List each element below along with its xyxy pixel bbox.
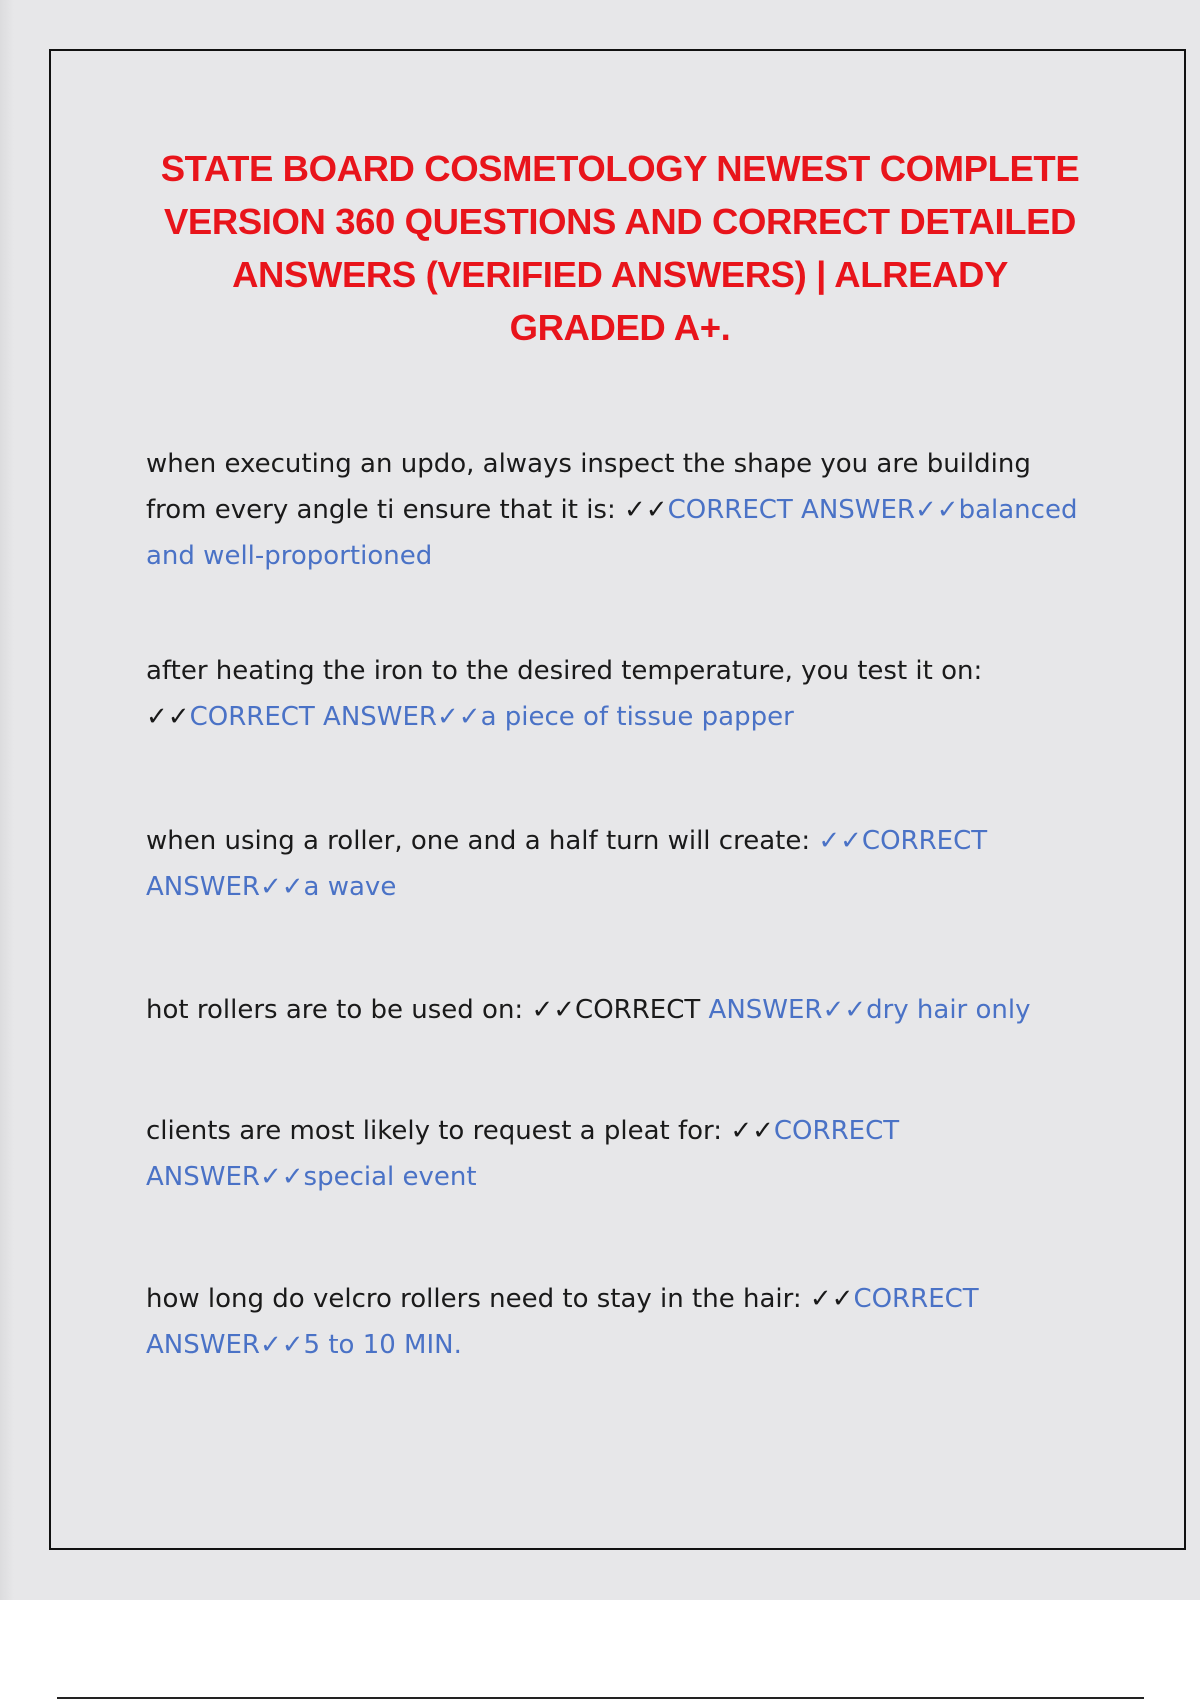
correct-answer-label: CORRECT ANSWER	[146, 826, 988, 902]
check-marks-icon: ✓✓	[818, 826, 862, 856]
question-text: when using a roller, one and a half turn will create:	[146, 826, 819, 856]
qa-item	[146, 441, 1092, 579]
check-marks-icon: ✓✓	[809, 1284, 854, 1314]
qa-item	[146, 818, 1006, 910]
question-text: clients are most likely to request a pleat for:	[146, 1116, 731, 1146]
answer-text: a wave	[303, 872, 397, 902]
qa-item	[146, 987, 1096, 1033]
check-marks-icon: ✓✓	[915, 495, 959, 525]
title-line: STATE BOARD COSMETOLOGY NEWEST COMPLETE	[160, 148, 1080, 189]
page-edge-shadow	[0, 0, 14, 1600]
correct-answer-label: CORRECT ANSWER	[146, 1116, 900, 1192]
qa-item	[146, 648, 1096, 740]
answer-text: dry hair only	[866, 995, 1031, 1025]
question-text: when executing an updo, always inspect the shape you are building from every angle ti ensure that it is:	[146, 449, 1031, 525]
correct-answer-label: CORRECT ANSWER	[189, 702, 437, 732]
answer-text: a piece of tissue papper	[480, 702, 794, 732]
qa-item	[146, 1276, 1006, 1368]
correct-answer-label: CORRECT ANSWER	[146, 1284, 979, 1360]
title-line: ANSWERS (VERIFIED ANSWERS) | ALREADY	[232, 254, 1008, 295]
check-marks-icon: ✓✓	[531, 995, 576, 1025]
page-divider	[57, 1697, 1144, 1699]
qa-item	[146, 1108, 926, 1200]
check-marks-icon: ✓✓	[437, 702, 481, 732]
question-text: hot rollers are to be used on:	[146, 995, 532, 1025]
question-text: how long do velcro rollers need to stay in the hair:	[146, 1284, 810, 1314]
check-marks-icon: ✓✓	[730, 1116, 774, 1146]
question-text: after heating the iron to the desired temperature, you test it on:	[146, 656, 983, 686]
title-line: GRADED A+.	[509, 307, 731, 348]
check-marks-icon: ✓✓	[624, 495, 668, 525]
document-title	[130, 142, 1110, 354]
check-marks-icon: ✓✓	[146, 702, 190, 732]
answer-text: 5 to 10 MIN.	[303, 1330, 462, 1360]
check-marks-icon: ✓✓	[259, 872, 304, 902]
answer-text: balanced and well-proportioned	[146, 495, 1078, 571]
check-marks-icon: ✓✓	[259, 1162, 304, 1192]
check-marks-icon: ✓✓	[259, 1330, 304, 1360]
correct-answer-label: CORRECT ANSWER	[667, 495, 915, 525]
correct-label: CORRECT	[575, 995, 709, 1025]
check-marks-icon: ✓✓	[822, 995, 867, 1025]
title-line: VERSION 360 QUESTIONS AND CORRECT DETAILED	[163, 201, 1077, 242]
answer-label: ANSWER	[708, 995, 823, 1025]
answer-text: special event	[303, 1162, 477, 1192]
